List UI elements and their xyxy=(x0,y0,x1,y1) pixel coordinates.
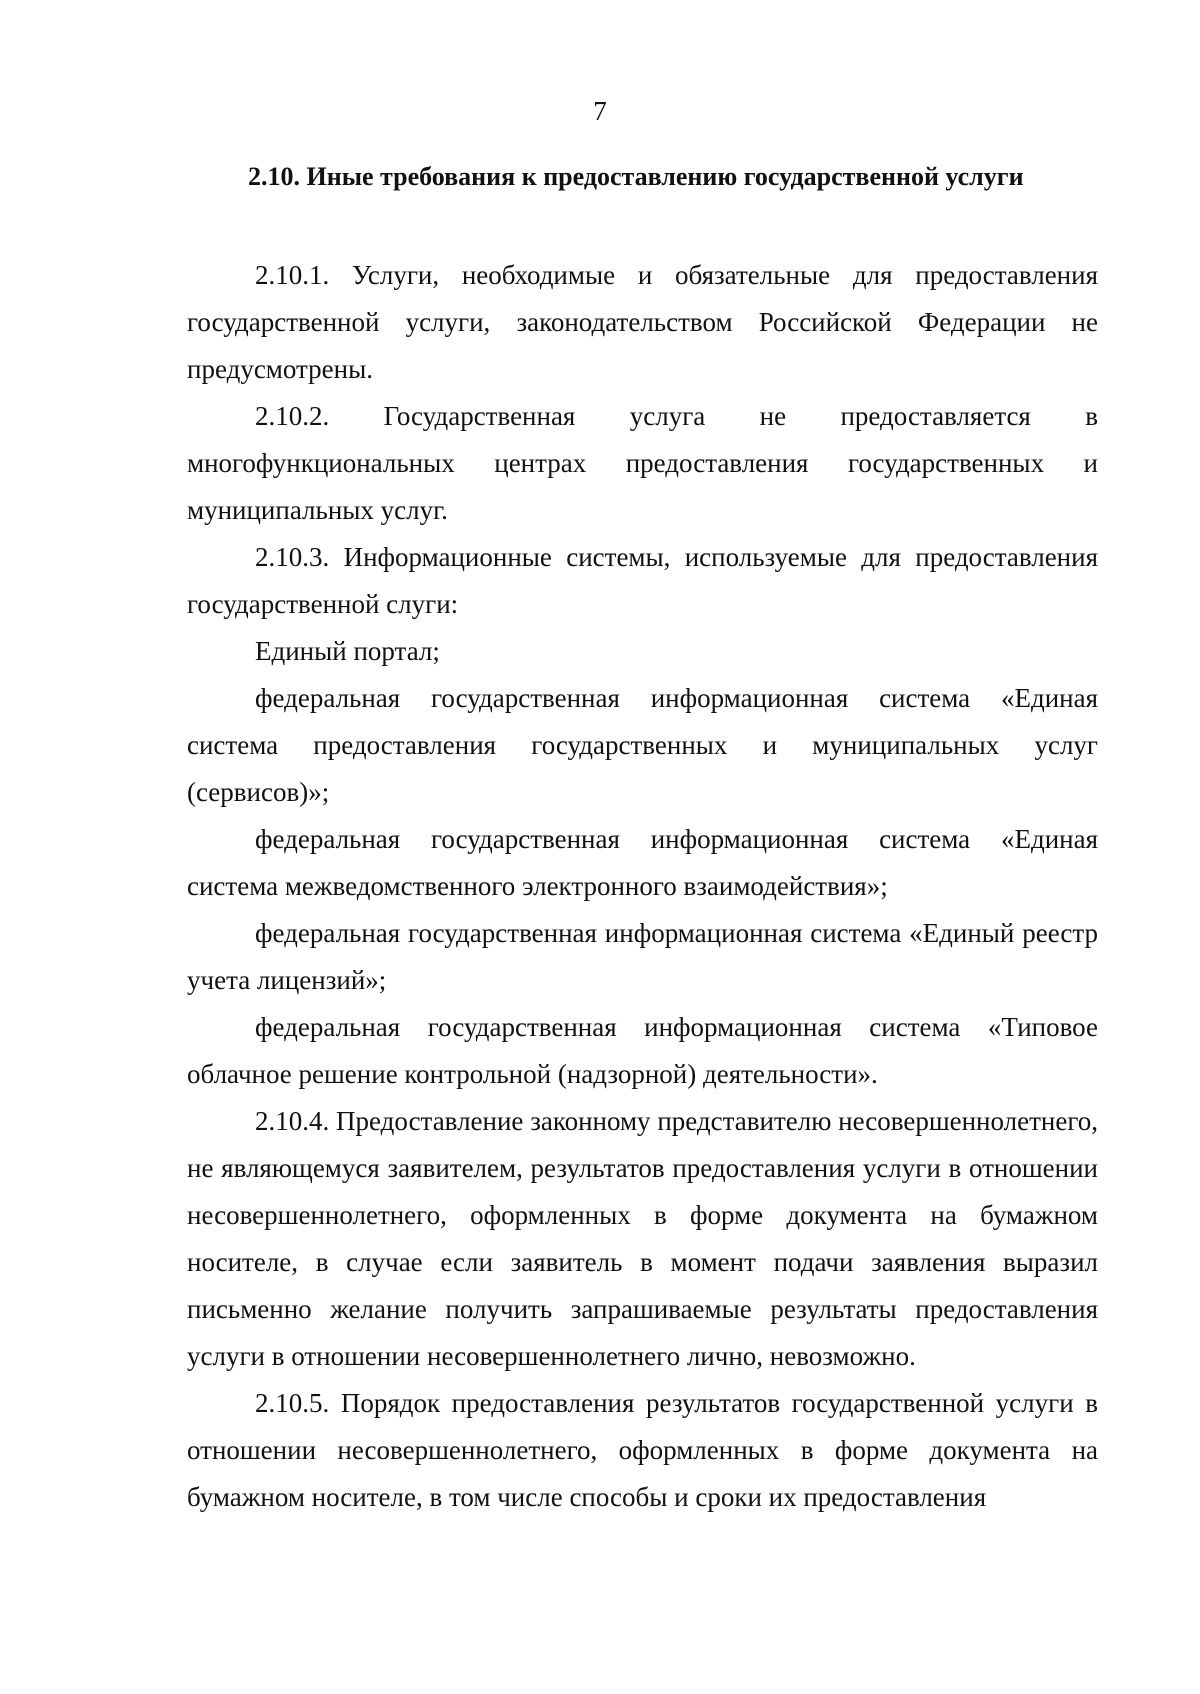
paragraph-2-10-5: 2.10.5. Порядок предоставления результатов государственной услуги в отношении несовершеннолетнего, оформленных в форме документа на бумажном носителе, в том числе способы и сроки их предоставления xyxy=(187,1388,1098,1512)
list-item-smev: федеральная государственная информационная система «Единая система межведомственного электронного взаимодействия»; xyxy=(187,824,1098,901)
list-item-license-registry: федеральная государственная информационная система «Единый реестр учета лицензий»; xyxy=(187,918,1098,995)
document-body xyxy=(187,252,1098,1521)
paragraph-2-10-3: 2.10.3. Информационные системы, используемые для предоставления государственной слуги: xyxy=(187,542,1098,619)
list-item-single-portal: Единый портал; xyxy=(255,636,440,666)
paragraph-2-10-2: 2.10.2. Государственная услуга не предоставляется в многофункциональных центрах предоставления государственных и муниципальных услуг. xyxy=(187,401,1098,525)
list-item-control-cloud: федеральная государственная информационная система «Типовое облачное решение контрольной (надзорной) деятельности». xyxy=(187,1012,1098,1089)
paragraph-2-10-1: 2.10.1. Услуги, необходимые и обязательные для предоставления государственной услуги, законодательством Российской Федерации не предусмотрены. xyxy=(187,260,1098,384)
list-item-epgu: федеральная государственная информационная система «Единая система предоставления государственных и муниципальных услуг (сервисов)»; xyxy=(187,683,1098,807)
page-number: 7 xyxy=(593,96,607,126)
section-heading: 2.10. Иные требования к предоставлению государственной услуги xyxy=(248,162,1024,191)
paragraph-2-10-4: 2.10.4. Предоставление законному представителю несовершеннолетнего, не являющемуся заявителем, результатов предоставления услуги в отношении несовершеннолетнего, оформленных в форме документа на бумажном носителе, в случае если заявитель в момент подачи заявления выразил письменно желание получить запрашиваемые результаты предоставления услуги в отношении несовершеннолетнего лично, невозможно. xyxy=(187,1106,1098,1371)
